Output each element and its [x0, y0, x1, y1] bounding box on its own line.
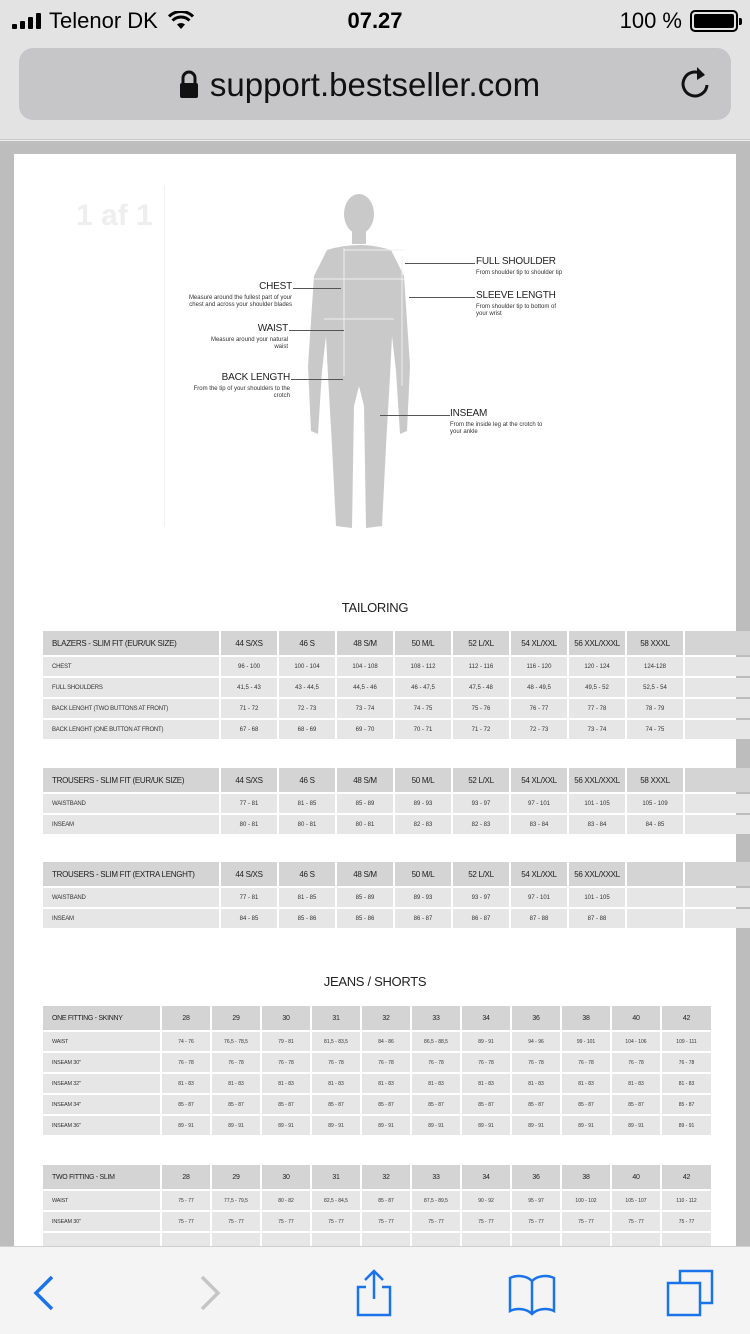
row-label: INSEAM [43, 815, 219, 834]
table-title: BLAZERS - SLIM FIT (EUR/UK SIZE) [43, 631, 219, 655]
page-indicator: 1 af 1 [76, 199, 153, 232]
row-label: WAIST [43, 1032, 160, 1051]
table-cell: 82 - 83 [395, 815, 451, 834]
size-header: 28 [162, 1165, 210, 1189]
size-header: 28 [162, 1006, 210, 1030]
table-cell: 94 - 96 [512, 1032, 560, 1051]
jeans-title: JEANS / SHORTS [323, 974, 427, 989]
table-cell: 83 - 84 [569, 815, 625, 834]
table-cell: 85 - 87 [462, 1095, 510, 1114]
table-cell [685, 794, 750, 813]
table-row [43, 1032, 711, 1051]
chest-label [184, 281, 292, 309]
size-header: 42 [662, 1165, 711, 1189]
table-cell: 81,5 - 83,5 [312, 1032, 360, 1051]
size-header: 36 [512, 1165, 560, 1189]
size-header: 48 S/M [337, 768, 393, 792]
size-header [685, 862, 750, 886]
sleeve-length-title: SLEEVE LENGTH [476, 290, 556, 301]
size-header: 40 [612, 1165, 660, 1189]
size-header: 31 [312, 1165, 360, 1189]
blazers-table [41, 629, 750, 741]
table-cell [627, 909, 683, 928]
table-cell: 87,5 - 89,5 [412, 1191, 460, 1210]
size-header: 44 S/XS [221, 631, 277, 655]
table-cell: 46 - 47,5 [395, 678, 451, 697]
table-cell: 85 - 87 [362, 1095, 410, 1114]
table-cell: 89 - 91 [212, 1116, 260, 1135]
table-cell: 89 - 91 [362, 1116, 410, 1135]
carrier-name: Telenor DK [49, 8, 158, 33]
table-cell: 109 - 111 [662, 1032, 711, 1051]
table-cell: 82 - 83 [453, 815, 509, 834]
size-header: 30 [262, 1165, 310, 1189]
table-cell: 86 - 87 [395, 909, 451, 928]
table-cell: 75 - 77 [412, 1212, 460, 1231]
trousers-table [41, 766, 750, 836]
body-silhouette [164, 186, 584, 536]
row-label: BACK LENGHT (TWO BUTTONS AT FRONT) [43, 699, 219, 718]
table-cell: 76,5 - 78,5 [212, 1032, 260, 1051]
table-cell: 89 - 93 [395, 794, 451, 813]
table-cell: 85 - 87 [212, 1095, 260, 1114]
table-cell: 86,5 - 88,5 [412, 1032, 460, 1051]
row-label: FULL SHOULDERS [43, 678, 219, 697]
table-cell: 108 - 112 [395, 657, 451, 676]
table-cell [627, 888, 683, 907]
table-cell: 75 - 77 [312, 1212, 360, 1231]
table-cell: 116 - 120 [511, 657, 567, 676]
table-cell: 85 - 87 [612, 1095, 660, 1114]
table-cell: 82,5 - 84,5 [312, 1191, 360, 1210]
table-cell: 86 - 87 [453, 909, 509, 928]
table-cell: 85 - 87 [162, 1095, 210, 1114]
table-cell: 69 - 70 [337, 720, 393, 739]
table-cell: 73 - 74 [569, 720, 625, 739]
table-cell: 44,5 - 46 [337, 678, 393, 697]
table-row [43, 888, 750, 907]
table-cell: 84 - 85 [221, 909, 277, 928]
table-cell: 76 - 78 [212, 1053, 260, 1072]
table-cell: 81 - 83 [362, 1074, 410, 1093]
table-cell: 83 - 84 [511, 815, 567, 834]
row-label [43, 1233, 160, 1246]
size-header: 52 L/XL [453, 631, 509, 655]
table-cell: 48 - 49,5 [511, 678, 567, 697]
table-cell: 75 - 77 [512, 1212, 560, 1231]
table-title: TWO FITTING - SLIM [43, 1165, 160, 1189]
size-header [685, 631, 750, 655]
table-cell: 112 - 116 [453, 657, 509, 676]
full-shoulder-title: FULL SHOULDER [476, 256, 556, 267]
table-cell: 76 - 78 [362, 1053, 410, 1072]
reload-icon[interactable] [677, 64, 713, 102]
table-cell: 81 - 85 [279, 794, 335, 813]
table-cell: 81 - 83 [412, 1074, 460, 1093]
table-cell [685, 657, 750, 676]
row-label: INSEAM 32" [43, 1074, 160, 1093]
full-shoulder-desc: From shoulder tip to shoulder tip [476, 270, 563, 276]
table-header [43, 768, 750, 792]
table-cell: 85 - 86 [279, 909, 335, 928]
table-cell: 85 - 89 [337, 888, 393, 907]
slim-table [41, 1163, 713, 1246]
table-cell [685, 720, 750, 739]
table-cell: 76 - 78 [162, 1053, 210, 1072]
table-cell: 80 - 81 [337, 815, 393, 834]
table-cell: 89 - 91 [312, 1116, 360, 1135]
table-cell [662, 1233, 711, 1246]
inseam-title: INSEAM [450, 408, 488, 419]
table-cell [462, 1233, 510, 1246]
back-icon[interactable] [20, 1269, 68, 1317]
size-header: 48 S/M [337, 631, 393, 655]
table-cell: 89 - 93 [395, 888, 451, 907]
inseam-label [450, 408, 554, 436]
tabs-icon[interactable] [666, 1269, 714, 1317]
table-cell [685, 678, 750, 697]
size-header: 42 [662, 1006, 711, 1030]
size-header: 32 [362, 1006, 410, 1030]
size-header: 46 S [279, 631, 335, 655]
size-header: 56 XXL/XXXL [569, 862, 625, 886]
safari-toolbar [0, 1246, 750, 1334]
table-cell [685, 909, 750, 928]
table-cell: 74 - 76 [162, 1032, 210, 1051]
size-header: 30 [262, 1006, 310, 1030]
table-cell: 97 - 101 [511, 888, 567, 907]
skinny-table [41, 1004, 713, 1137]
table-row [43, 1233, 711, 1246]
table-cell: 76 - 78 [562, 1053, 610, 1072]
table-cell: 85 - 87 [262, 1095, 310, 1114]
table-cell: 77 - 81 [221, 794, 277, 813]
table-cell [512, 1233, 560, 1246]
table-cell [162, 1233, 210, 1246]
battery-percent: 100 % [619, 8, 682, 33]
table-cell: 85 - 86 [337, 909, 393, 928]
bookmarks-icon[interactable] [508, 1269, 556, 1317]
table-cell: 72 - 73 [279, 699, 335, 718]
table-cell: 72 - 73 [511, 720, 567, 739]
size-header: 50 M/L [395, 768, 451, 792]
back-length-desc: From the tip of your shoulders to the crotch [193, 386, 290, 399]
size-header [627, 862, 683, 886]
size-header: 31 [312, 1006, 360, 1030]
table-row [43, 794, 750, 813]
table-row [43, 720, 750, 739]
table-cell: 76 - 78 [312, 1053, 360, 1072]
table-header [43, 1006, 711, 1030]
table-cell [362, 1233, 410, 1246]
table-cell: 110 - 112 [662, 1191, 711, 1210]
table-row [43, 1074, 711, 1093]
table-cell: 100 - 102 [562, 1191, 610, 1210]
table-cell: 76 - 78 [662, 1053, 711, 1072]
tailoring-title: TAILORING [341, 600, 409, 615]
trousers-extra-table [41, 860, 750, 930]
clock: 07.27 [347, 8, 403, 33]
row-label: INSEAM 36" [43, 1116, 160, 1135]
table-cell: 81 - 83 [662, 1074, 711, 1093]
table-cell: 89 - 91 [462, 1032, 510, 1051]
row-label: INSEAM 30" [43, 1212, 160, 1231]
size-header: 32 [362, 1165, 410, 1189]
table-cell: 104 - 108 [337, 657, 393, 676]
table-cell: 75 - 77 [162, 1212, 210, 1231]
size-header: 38 [562, 1006, 610, 1030]
table-cell: 80 - 81 [221, 815, 277, 834]
table-cell: 89 - 91 [262, 1116, 310, 1135]
size-header: 52 L/XL [453, 768, 509, 792]
url-text[interactable]: support.bestseller.com [209, 66, 541, 103]
back-length-title: BACK LENGTH [221, 372, 290, 383]
table-cell [562, 1233, 610, 1246]
measurement-figure [164, 186, 584, 536]
table-cell [312, 1233, 360, 1246]
row-label: INSEAM 30" [43, 1053, 160, 1072]
size-header: 34 [462, 1165, 510, 1189]
size-header: 46 S [279, 862, 335, 886]
table-cell: 74 - 75 [395, 699, 451, 718]
table-cell: 95 - 97 [512, 1191, 560, 1210]
table-cell: 80 - 82 [262, 1191, 310, 1210]
table-cell: 81 - 83 [512, 1074, 560, 1093]
full-shoulder-label [476, 256, 584, 277]
back-length-label [182, 372, 290, 400]
table-cell: 93 - 97 [453, 794, 509, 813]
table-cell: 70 - 71 [395, 720, 451, 739]
table-row [43, 1191, 711, 1210]
size-header: 58 XXXL [627, 768, 683, 792]
size-header: 40 [612, 1006, 660, 1030]
table-cell: 81 - 83 [212, 1074, 260, 1093]
table-cell [412, 1233, 460, 1246]
table-cell: 76 - 78 [512, 1053, 560, 1072]
table-row [43, 657, 750, 676]
table-cell: 75 - 77 [362, 1212, 410, 1231]
table-cell: 87 - 88 [569, 909, 625, 928]
table-cell: 73 - 74 [337, 699, 393, 718]
address-bar[interactable] [19, 48, 731, 120]
table-row [43, 1116, 711, 1135]
table-cell: 85 - 87 [362, 1191, 410, 1210]
status-bar [0, 0, 750, 40]
table-cell: 105 - 107 [612, 1191, 660, 1210]
table-cell: 93 - 97 [453, 888, 509, 907]
table-cell: 104 - 106 [612, 1032, 660, 1051]
size-header: 54 XL/XXL [511, 631, 567, 655]
table-cell: 89 - 91 [662, 1116, 711, 1135]
table-cell: 89 - 91 [162, 1116, 210, 1135]
row-label: WAISTBAND [43, 794, 219, 813]
status-right [620, 8, 738, 34]
table-cell: 75 - 77 [562, 1212, 610, 1231]
size-header: 56 XXL/XXXL [569, 631, 625, 655]
chest-title: CHEST [259, 281, 292, 292]
size-header: 44 S/XS [221, 768, 277, 792]
table-cell: 85 - 87 [562, 1095, 610, 1114]
row-label: CHEST [43, 657, 219, 676]
size-header: 50 M/L [395, 862, 451, 886]
size-header: 50 M/L [395, 631, 451, 655]
table-cell: 89 - 91 [462, 1116, 510, 1135]
row-label: WAIST [43, 1191, 160, 1210]
table-title: ONE FITTING - SKINNY [43, 1006, 160, 1030]
table-cell: 85 - 87 [512, 1095, 560, 1114]
battery-icon [690, 10, 738, 32]
size-header: 46 S [279, 768, 335, 792]
table-cell: 81 - 83 [612, 1074, 660, 1093]
row-label: BACK LENGHT (ONE BUTTON AT FRONT) [43, 720, 219, 739]
forward-icon[interactable] [186, 1269, 234, 1317]
table-cell: 75 - 77 [162, 1191, 210, 1210]
table-cell [612, 1233, 660, 1246]
table-cell: 81 - 83 [162, 1074, 210, 1093]
row-label: WAISTBAND [43, 888, 219, 907]
size-header: 36 [512, 1006, 560, 1030]
table-cell: 47,5 - 48 [453, 678, 509, 697]
waist-desc: Measure around your natural waist [210, 337, 288, 350]
table-cell: 96 - 100 [221, 657, 277, 676]
table-cell: 41,5 - 43 [221, 678, 277, 697]
table-cell: 77 - 78 [569, 699, 625, 718]
table-cell: 71 - 72 [453, 720, 509, 739]
pdf-viewer[interactable] [0, 141, 750, 1246]
table-cell: 77,5 - 79,5 [212, 1191, 260, 1210]
table-row [43, 699, 750, 718]
table-cell: 101 - 105 [569, 888, 625, 907]
size-header: 44 S/XS [221, 862, 277, 886]
table-cell: 75 - 77 [662, 1212, 711, 1231]
table-cell [685, 888, 750, 907]
table-cell: 89 - 91 [412, 1116, 460, 1135]
table-cell [685, 699, 750, 718]
table-header [43, 1165, 711, 1189]
table-cell: 76 - 78 [262, 1053, 310, 1072]
table-cell: 74 - 75 [627, 720, 683, 739]
table-cell: 81 - 83 [562, 1074, 610, 1093]
table-cell: 67 - 68 [221, 720, 277, 739]
table-cell: 49,5 - 52 [569, 678, 625, 697]
table-row [43, 815, 750, 834]
table-cell: 97 - 101 [511, 794, 567, 813]
table-row [43, 909, 750, 928]
table-cell: 75 - 77 [212, 1212, 260, 1231]
share-icon[interactable] [350, 1269, 398, 1317]
size-header: 29 [212, 1165, 260, 1189]
size-header: 29 [212, 1006, 260, 1030]
table-cell: 79 - 81 [262, 1032, 310, 1051]
size-header: 52 L/XL [453, 862, 509, 886]
size-header: 54 XL/XXL [511, 768, 567, 792]
table-row [43, 1053, 711, 1072]
table-cell: 84 - 85 [627, 815, 683, 834]
table-cell: 85 - 87 [412, 1095, 460, 1114]
table-cell: 85 - 87 [312, 1095, 360, 1114]
table-cell: 75 - 77 [612, 1212, 660, 1231]
table-cell: 99 - 101 [562, 1032, 610, 1051]
table-title: TROUSERS - SLIM FIT (EUR/UK SIZE) [43, 768, 219, 792]
table-cell [212, 1233, 260, 1246]
pdf-page [14, 154, 736, 1246]
table-cell: 124-128 [627, 657, 683, 676]
size-header: 56 XXL/XXXL [569, 768, 625, 792]
size-header: 58 XXXL [627, 631, 683, 655]
table-row [43, 1212, 711, 1231]
row-label: INSEAM [43, 909, 219, 928]
inseam-desc: From the inside leg at the crotch to your ankle [450, 422, 543, 435]
table-cell: 89 - 91 [512, 1116, 560, 1135]
row-label: INSEAM 34" [43, 1095, 160, 1114]
waist-title: WAIST [257, 323, 288, 334]
chest-desc: Measure around the fullest part of your chest and across your shoulder blades [188, 295, 292, 308]
size-header: 38 [562, 1165, 610, 1189]
size-header: 34 [462, 1006, 510, 1030]
table-cell: 81 - 83 [462, 1074, 510, 1093]
browser-chrome [0, 40, 750, 140]
sleeve-length-label [476, 290, 566, 318]
table-cell: 84 - 86 [362, 1032, 410, 1051]
waist-label [204, 323, 288, 351]
table-cell: 80 - 81 [279, 815, 335, 834]
table-cell: 105 - 109 [627, 794, 683, 813]
table-cell: 76 - 78 [612, 1053, 660, 1072]
size-header: 33 [412, 1006, 460, 1030]
table-cell: 75 - 77 [462, 1212, 510, 1231]
table-cell: 77 - 81 [221, 888, 277, 907]
table-cell: 78 - 79 [627, 699, 683, 718]
table-cell [685, 815, 750, 834]
table-cell: 81 - 83 [262, 1074, 310, 1093]
table-row [43, 1095, 711, 1114]
table-cell: 81 - 83 [312, 1074, 360, 1093]
table-title: TROUSERS - SLIM FIT (EXTRA LENGHT) [43, 862, 219, 886]
table-cell: 87 - 88 [511, 909, 567, 928]
table-cell: 75 - 76 [453, 699, 509, 718]
table-cell: 81 - 85 [279, 888, 335, 907]
table-cell: 85 - 87 [662, 1095, 711, 1114]
table-cell: 90 - 92 [462, 1191, 510, 1210]
table-cell: 75 - 77 [262, 1212, 310, 1231]
table-cell: 52,5 - 54 [627, 678, 683, 697]
table-cell: 89 - 91 [612, 1116, 660, 1135]
table-cell: 85 - 89 [337, 794, 393, 813]
size-header [685, 768, 750, 792]
size-header: 33 [412, 1165, 460, 1189]
table-header [43, 862, 750, 886]
size-header: 48 S/M [337, 862, 393, 886]
table-cell: 43 - 44,5 [279, 678, 335, 697]
table-cell [262, 1233, 310, 1246]
table-cell: 76 - 77 [511, 699, 567, 718]
table-cell: 76 - 78 [462, 1053, 510, 1072]
sleeve-length-desc: From shoulder tip to bottom of your wrist [476, 304, 557, 317]
table-cell: 76 - 78 [412, 1053, 460, 1072]
table-cell: 101 - 105 [569, 794, 625, 813]
table-cell: 120 - 124 [569, 657, 625, 676]
table-cell: 68 - 69 [279, 720, 335, 739]
table-header [43, 631, 750, 655]
table-cell: 100 - 104 [279, 657, 335, 676]
table-row [43, 678, 750, 697]
table-cell: 89 - 91 [562, 1116, 610, 1135]
table-cell: 71 - 72 [221, 699, 277, 718]
size-header: 54 XL/XXL [511, 862, 567, 886]
